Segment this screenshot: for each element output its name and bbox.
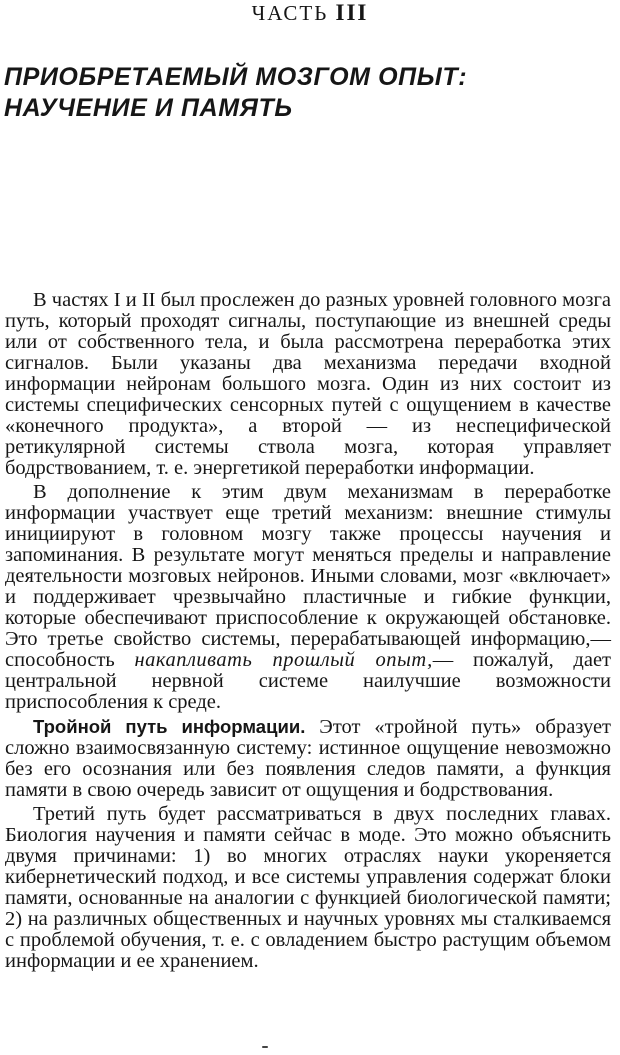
part-heading [0, 2, 620, 24]
chapter-title-line-2: НАУЧЕНИЕ И ПАМЯТЬ [4, 94, 293, 122]
part-word: ЧАСТЬ [251, 1, 329, 25]
body-text [5, 290, 611, 975]
paragraph-2-tail: — пожалуй, дает центральной нервной системе наилучшие возможности приспособления к среде. [5, 649, 611, 713]
paragraph-1: В частях I и II был прослежен до разных уровней головного мозга путь, который проходят сигналы, поступающие из внешней среды или от собственного тела, и была рассмотрена переработка этих сигналов. Были указаны два механизма передачи входной информации нейронам большого мозга. Один из них состоит из системы специфических сенсорных путей с ощущением в качестве «конечного продукта», а второй — из неспецифической ретикулярной системы ствола мозга, которая управляет бодрствованием, т. е. энергетикой переработки информации. [5, 289, 612, 479]
paragraph-3 [5, 716, 611, 801]
paragraph-3-text: Этот «тройной путь» образует сложно взаимосвязанную систему: истинное ощущение невозможно без его осознания или без появления следов памяти, а функция памяти в свою очередь зависит от ощущения и бодрствования. [5, 716, 612, 801]
paragraph-3-run-in-heading: Тройной путь информации. [33, 716, 306, 737]
paragraph-2-emphasis: накапливать прошлый опыт, [134, 649, 433, 671]
part-number: III [335, 0, 369, 25]
paragraph-2-text: В дополнение к этим двум механизмам в переработке информации участвует еще третий механизм: внешние стимулы инициируют в головном мозгу также процессы научения и запоминания. В результате могут меняться пределы и направление деятельности мозговых нейронов. Иными словами, мозг «включает» и поддерживает чрезвычайно пластичные и гибкие функции, которые обеспечивают приспособление к окружающей обстановке. Это третье свойство системы, перерабатывающей информацию,— способность [5, 481, 611, 671]
chapter-title [4, 62, 604, 124]
page-footer-mark [262, 1046, 268, 1048]
paragraph-4: Третий путь будет рассматриваться в двух последних главах. Биология научения и памяти сейчас в моде. Это можно объяснить двумя причинами: 1) во многих отраслях науки укореняется кибернетический подход, и все системы управления содержат блоки памяти, основанные на аналогии с функцией биологической памяти; 2) на различных общественных и научных уровнях мы сталкиваемся с проблемой обучения, т. е. с овладением быстро растущим объемом информации и ее хранением. [5, 803, 611, 972]
paragraph-2 [5, 482, 611, 713]
chapter-title-line-1: ПРИОБРЕТАЕМЫЙ МОЗГОМ ОПЫТ: [4, 63, 468, 91]
